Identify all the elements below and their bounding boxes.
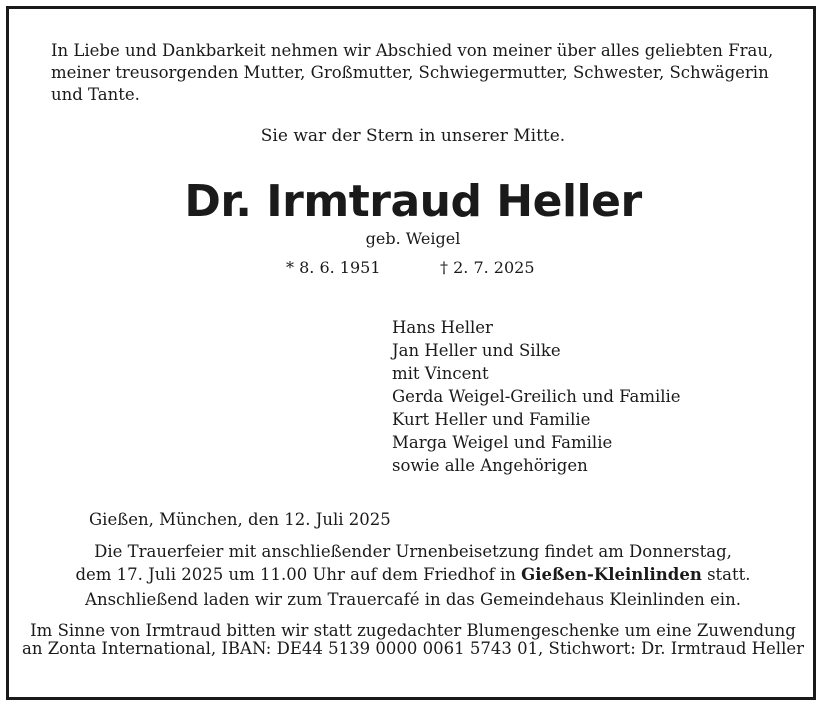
death-date: † 2. 7. 2025 bbox=[440, 258, 535, 277]
birth-date: * 8. 6. 1951 bbox=[286, 258, 381, 277]
ceremony-line-2 bbox=[0, 564, 826, 586]
cemetery-location: Gießen-Kleinlinden bbox=[521, 565, 702, 584]
intro-text: In Liebe und Dankbarkeit nehmen wir Abschied von meiner über alles geliebten Frau, meiner treusorgenden Mutter, Großmutter, Schwiegermutter, Schwester, Schwägerin und Tante. bbox=[51, 41, 774, 104]
mourner-item: Jan Heller und Silke bbox=[392, 341, 561, 360]
deceased-name: Dr. Irmtraud Heller bbox=[184, 176, 642, 227]
mourner-item: Kurt Heller und Familie bbox=[392, 410, 591, 429]
donation-line-1: Im Sinne von Irmtraud bitten wir statt zugedachter Blumengeschenke um eine Zuwendung bbox=[30, 621, 796, 640]
ceremony-line-3: Anschließend laden wir zum Trauercafé in das Gemeindehaus Kleinlinden ein. bbox=[85, 590, 741, 609]
ceremony-line-2-end: statt. bbox=[701, 565, 751, 584]
mourner-item: mit Vincent bbox=[392, 364, 489, 383]
mourner-item: sowie alle Angehörigen bbox=[392, 456, 588, 475]
mourner-item: Gerda Weigel-Greilich und Familie bbox=[392, 387, 681, 406]
mourner-item: Hans Heller bbox=[392, 318, 493, 337]
mourners-list bbox=[392, 316, 681, 477]
motto: Sie war der Stern in unserer Mitte. bbox=[260, 126, 566, 146]
mourner-item: Marga Weigel und Familie bbox=[392, 433, 613, 452]
ceremony-line-2-start: dem 17. Juli 2025 um 11.00 Uhr auf dem Friedhof in bbox=[75, 565, 522, 584]
ceremony-line-1: Die Trauerfeier mit anschließender Urnenbeisetzung findet am Donnerstag, bbox=[94, 542, 732, 561]
birth-name: geb. Weigel bbox=[365, 229, 461, 248]
place-and-date: Gießen, München, den 12. Juli 2025 bbox=[89, 510, 391, 529]
donation-line-2: an Zonta International, IBAN: DE44 5139 0000 0061 5743 01, Stichwort: Dr. Irmtraud Heller bbox=[21, 639, 805, 658]
